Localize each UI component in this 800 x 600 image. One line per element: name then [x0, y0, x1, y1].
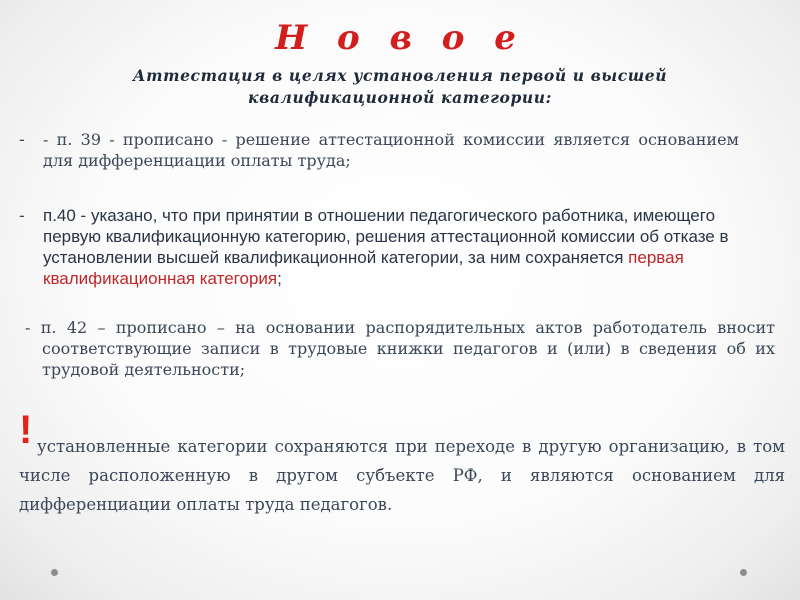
list-item-p40-end: ;	[277, 269, 282, 288]
corner-dot-left	[51, 569, 58, 576]
list-item-p40	[43, 205, 748, 289]
list-item-p42: - п. 42 – прописано – на основании распорядительных актов работодатель вносит соответствующие записи в трудовые книжки педагогов и (или) в сведения об их трудовой деятельности;	[25, 318, 775, 379]
note-text: установленные категории сохраняются при переходе в другую организацию, в том числе расположенную в другом субъекте РФ, и являются основанием для дифференциации оплаты труда педагогов.	[19, 437, 785, 514]
corner-dot-right	[740, 569, 747, 576]
exclamation-mark: !	[19, 408, 33, 452]
list-item-p39: - п. 39 - прописано - решение аттестационной комиссии является основанием для дифференциации оплаты труда;	[43, 130, 739, 170]
slide-subtitle: Аттестация в целях установления первой и высшей квалификационной категории:	[132, 66, 668, 107]
slide-title: Н о в о е	[275, 18, 525, 58]
bullet-dash-2: -	[19, 206, 25, 225]
list-item-p40-text: п.40 - указано, что при принятии в отношении педагогического работника, имеющего первую квалификационную категорию, решения аттестационной комиссии об отказе в установлении высшей квалификационной категории, за ним сохраняется	[43, 206, 729, 267]
bullet-dash-1: -	[19, 130, 25, 149]
highlight-first-category: первая квалификационная категория	[43, 248, 684, 288]
